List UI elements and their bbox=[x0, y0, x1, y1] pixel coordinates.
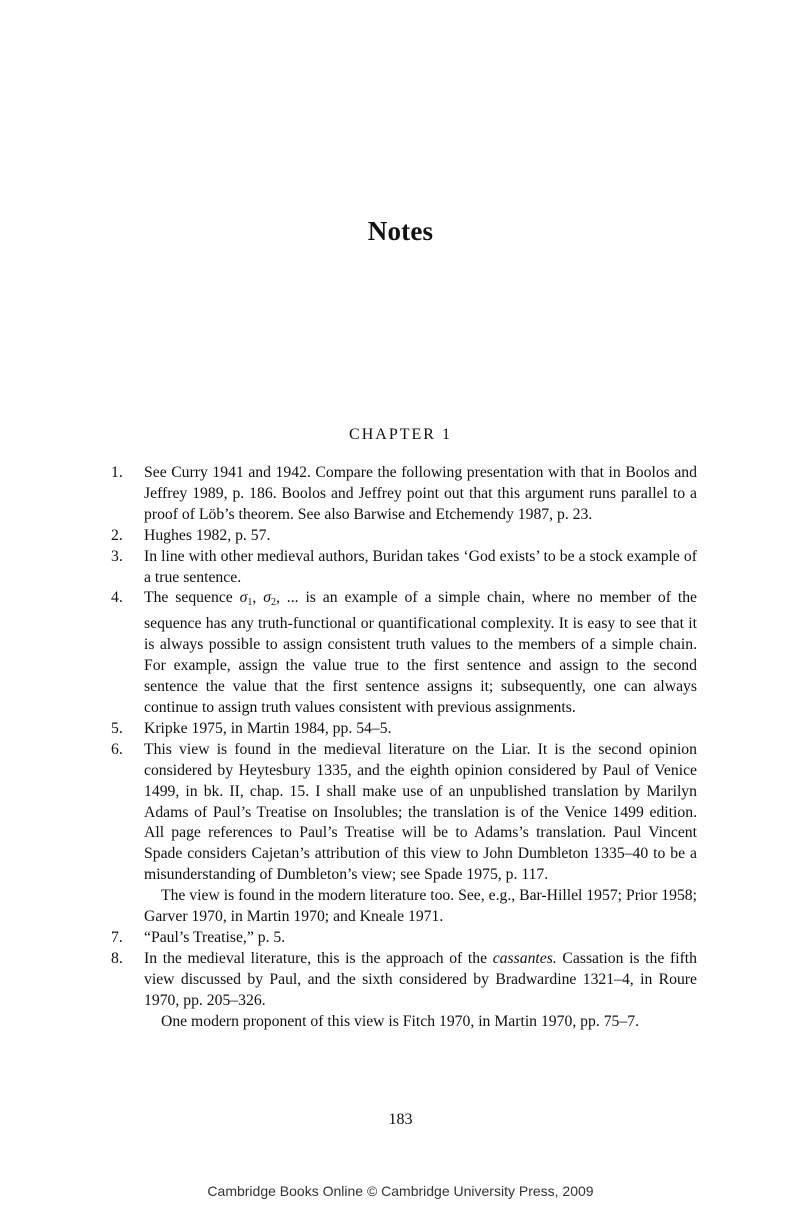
note-number: 2. bbox=[111, 526, 123, 544]
note-5 bbox=[111, 719, 697, 740]
note-paragraph: Hughes 1982, p. 57. bbox=[144, 526, 271, 544]
note-paragraph: This view is found in the medieval literature on the Liar. It is the second opinion considered by Heytesbury 1335, and the eighth opinion considered by Paul of Venice 1499, in bk. II, chap. 15. I shall make use of an unpublished translation by Marilyn Adams of Paul’s Treatise on Insolubles; the translation is of the Venice 1499 edition. All page references to Paul’s Treatise will be to Adams’s translation. Paul Vincent Spade considers Cajetan’s attribution of this view to John Dumbleton 1335–40 to be a misunderstanding of Dumbleton’s view; see Spade 1975, p. 117. bbox=[144, 740, 697, 884]
note-body bbox=[144, 949, 697, 1033]
note-text: , bbox=[252, 589, 264, 607]
note-body bbox=[144, 526, 697, 547]
note-paragraph bbox=[144, 949, 697, 1012]
copyright-footer: Cambridge Books Online © Cambridge University Press, 2009 bbox=[207, 1183, 594, 1199]
note-2 bbox=[111, 526, 697, 547]
note-text: is an example of a simple chain, where no member of the sequence has any truth-functional or quantificational complexity. It is easy to see that it is always possible to assign consistent truth values to the members of a simple chain. For example, assign the value true to the first sentence and assign to the second sentence the value that the first sentence assigns it; subsequently, one can always continue to assign truth values consistent with previous assignments. bbox=[144, 589, 697, 716]
note-paragraph bbox=[144, 588, 697, 718]
italic-term: cassantes. bbox=[492, 949, 557, 967]
sigma-symbol: σ bbox=[263, 589, 271, 607]
note-6 bbox=[111, 740, 697, 928]
subscript: 2 bbox=[270, 597, 276, 609]
note-paragraph: “Paul’s Treatise,” p. 5. bbox=[144, 928, 286, 946]
note-paragraph: See Curry 1941 and 1942. Compare the following presentation with that in Boolos and Jeffrey 1989, p. 186. Boolos and Jeffrey point out that this argument runs parallel to a proof of Löb’s theorem. See also Barwise and Etchemendy 1987, p. 23. bbox=[144, 464, 697, 523]
note-text: Cassation is the fifth view discussed by Paul, and the sixth considered by Bradwardine 1321–4, in Roure 1970, pp. 205–326. bbox=[144, 949, 697, 1009]
note-number: 3. bbox=[111, 547, 123, 565]
sigma-symbol: σ bbox=[239, 589, 248, 607]
note-body bbox=[144, 588, 697, 718]
note-8 bbox=[111, 949, 697, 1033]
note-7 bbox=[111, 928, 697, 949]
notes-list bbox=[111, 463, 697, 1032]
note-number: 6. bbox=[111, 740, 123, 758]
chapter-heading: CHAPTER 1 bbox=[349, 426, 452, 443]
note-text: , ... bbox=[275, 589, 306, 607]
note-body bbox=[144, 928, 697, 949]
note-text: In the medieval literature, this is the approach of the bbox=[144, 949, 493, 967]
note-number: 8. bbox=[111, 949, 123, 967]
note-body bbox=[144, 547, 697, 589]
note-number: 1. bbox=[111, 464, 123, 481]
note-paragraph: In line with other medieval authors, Buridan takes ‘God exists’ to be a stock example of a true sentence. bbox=[144, 547, 697, 586]
note-3 bbox=[111, 547, 697, 589]
note-1 bbox=[111, 463, 697, 526]
note-paragraph: Kripke 1975, in Martin 1984, pp. 54–5. bbox=[144, 719, 392, 737]
page-title: Notes bbox=[367, 216, 434, 246]
note-number: 7. bbox=[111, 928, 123, 946]
page-number: 183 bbox=[388, 1111, 413, 1128]
note-number: 4. bbox=[111, 589, 123, 607]
subscript: 1 bbox=[247, 597, 253, 609]
note-text: The sequence bbox=[144, 589, 240, 607]
note-number: 5. bbox=[111, 719, 123, 737]
note-paragraph: One modern proponent of this view is Fitch 1970, in Martin 1970, pp. 75–7. bbox=[161, 1012, 639, 1030]
note-body bbox=[144, 719, 697, 740]
note-body bbox=[144, 740, 697, 928]
note-paragraph: The view is found in the modern literature too. See, e.g., Bar-Hillel 1957; Prior 1958; Garver 1970, in Martin 1970; and Kneale 1971. bbox=[144, 887, 697, 926]
note-4 bbox=[111, 588, 697, 718]
note-body bbox=[144, 463, 697, 526]
